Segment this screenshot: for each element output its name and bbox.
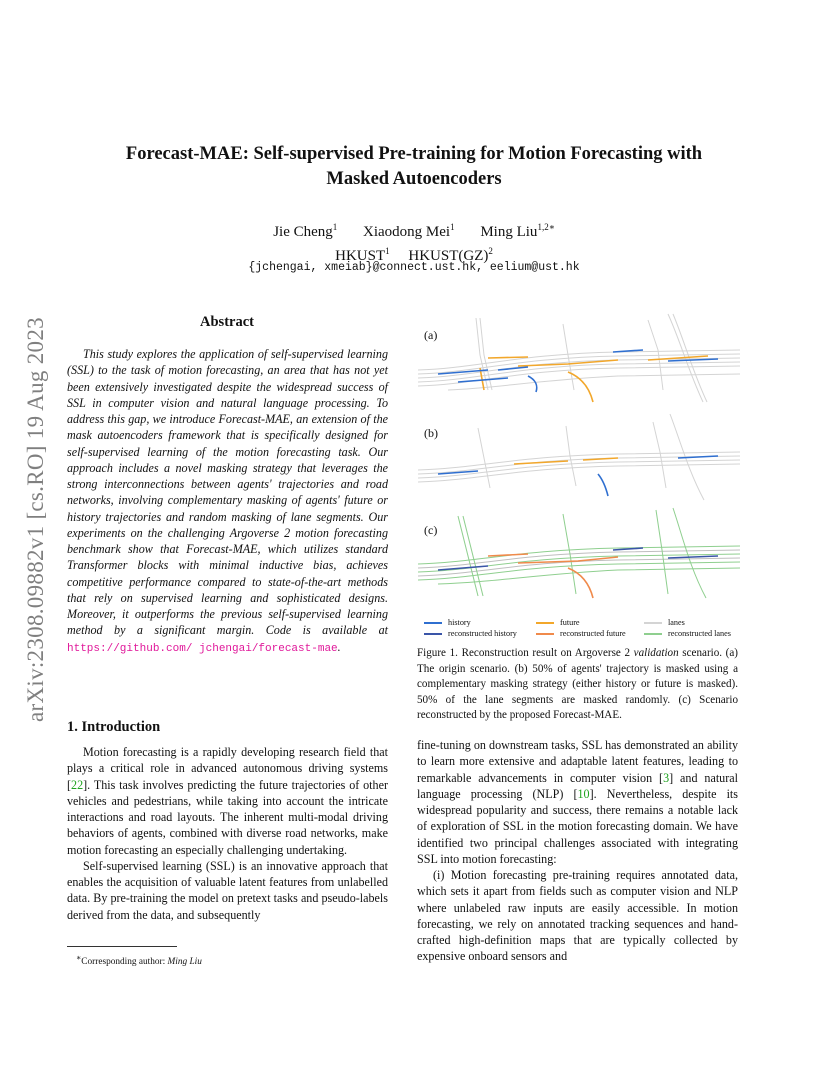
footnote-label: Corresponding author: bbox=[81, 957, 168, 968]
intro-right-column bbox=[417, 737, 738, 965]
figure-caption bbox=[417, 646, 738, 724]
author-sup: 1 bbox=[450, 222, 455, 232]
author-emails: {jchengai, xmeiab}@connect.ust.hk, eelium@ust.hk bbox=[248, 261, 580, 274]
scenario-panel-c bbox=[418, 508, 740, 598]
text-span: validation bbox=[633, 647, 679, 659]
abstract-end: . bbox=[337, 639, 341, 654]
legend-item-lanes bbox=[644, 618, 685, 627]
intro-heading: 1. Introduction bbox=[67, 719, 161, 735]
affiliation: HKUST bbox=[335, 248, 386, 264]
text-span: Motion forecasting is a rapidly developing research field that plays a critical role in advanced autonomous driving systems [ bbox=[67, 745, 388, 792]
footnote-name: Ming Liu bbox=[167, 957, 202, 968]
legend-swatch bbox=[424, 622, 442, 624]
legend-label: reconstructed history bbox=[448, 629, 517, 638]
legend-item-reconstructed-future bbox=[536, 629, 626, 638]
intro-paragraph: Self-supervised learning (SSL) is an innovative approach that enables the acquisition of valuable latent features from unlabelled data. By pre-training the model on pretext tasks and pseudo-labels derived from the data, and subsequently bbox=[67, 858, 388, 922]
citation-link[interactable]: 10 bbox=[577, 786, 590, 801]
scenario-figure bbox=[418, 310, 740, 610]
legend-swatch bbox=[536, 633, 554, 635]
legend-label: history bbox=[448, 618, 471, 627]
legend-label: future bbox=[560, 618, 580, 627]
author-name: Xiaodong Mei bbox=[363, 224, 451, 240]
footnote bbox=[76, 953, 202, 967]
author-names bbox=[60, 218, 768, 242]
scenario-panel-b bbox=[418, 414, 740, 500]
intro-paragraph bbox=[67, 744, 388, 858]
author-sup: 1 bbox=[332, 222, 338, 232]
text-span: ]. Nevertheless, despite its widespread popularity and success, there remains a notable lack of exploration of SSL in the motion forecasting domain. We have identified two principal challenges associated with integrating SSL into motion forecasting: bbox=[417, 786, 738, 866]
panel-label-c: (c) bbox=[424, 523, 438, 537]
legend-item-reconstructed-history bbox=[424, 629, 517, 638]
intro-paragraph bbox=[417, 737, 738, 867]
affiliation: HKUST(GZ) bbox=[408, 248, 489, 264]
title-line-2: Masked Autoencoders bbox=[326, 169, 502, 189]
paper-title bbox=[60, 142, 768, 192]
abstract-text bbox=[67, 346, 388, 657]
abstract-body: This study explores the application of self-supervised learning (SSL) to the task of motion forecasting, an area that has not yet been extensively investigated despite the widespread success of SSL in computer vision and natural language processing. To address this gap, we introduce Forecast-MAE, an extension of the mask autoencoders framework that is specifically designed for self-supervised learning of the motion forecasting task. Our approach includes a novel masking strategy that leverages the strong interconnections between agents' trajectories and road networks, involving complementary masking of agents' future or history trajectories and random masking of lane segments. Our experiments on the challenging Argoverse 2 motion forecasting benchmark show that Forecast-MAE, which utilizes standard Transformer blocks with minimal inductive bias, achieves competitive performance compared to state-of-the-art methods that rely on supervised learning and sophisticated designs. Moreover, it outperforms the previous self-supervised learning method by a significant margin. Code is available at bbox=[67, 347, 388, 638]
legend-swatch bbox=[424, 633, 442, 635]
legend-item-history bbox=[424, 618, 471, 627]
legend-item-reconstructed-lanes bbox=[644, 629, 731, 638]
footnote-mark: ∗ bbox=[76, 953, 82, 962]
code-link[interactable]: https://github.com/ jchengai/forecast-mae bbox=[67, 642, 338, 655]
citation-link[interactable]: 3 bbox=[663, 770, 670, 785]
text-span: fine-tuning on downstream tasks, SSL has demonstrated an ability to learn more extensive and adaptable latent features, leading to remarkable advancements in computer vision [ bbox=[417, 738, 738, 785]
text-span: ]. This task involves predicting the future trajectories of other vehicles and pedestrians, while taking into account the intricate interactions and road layouts. The inherent multi-modal driving behaviors of agents, combined with diverse road networks, make motion forecasting an especially challenging undertaking. bbox=[67, 777, 388, 857]
legend-swatch bbox=[644, 633, 662, 635]
author-sup: 1,2∗ bbox=[537, 222, 555, 232]
text-span: scenario. (a) The origin scenario. (b) 50% of agents' trajectory is masked using a complementary masking strategy (either history or future is masked). 50% of the lane segments are masked randomly. (c) Scenario reconstructed by the proposed Forecast-MAE. bbox=[417, 647, 738, 722]
text-span: Figure 1. Reconstruction result on Argoverse 2 bbox=[417, 647, 634, 659]
abstract-heading: Abstract bbox=[200, 314, 254, 330]
author-block bbox=[60, 218, 768, 266]
citation-link[interactable]: 22 bbox=[71, 777, 84, 792]
panel-label-a: (a) bbox=[424, 328, 438, 342]
legend-label: lanes bbox=[668, 618, 685, 627]
author-name: Ming Liu bbox=[480, 224, 538, 240]
affiliation-sup: 2 bbox=[488, 246, 493, 256]
legend-swatch bbox=[536, 622, 554, 624]
legend-item-future bbox=[536, 618, 580, 627]
legend-swatch bbox=[644, 622, 662, 624]
legend-label: reconstructed future bbox=[560, 629, 626, 638]
panel-label-b: (b) bbox=[424, 426, 438, 440]
title-line-1: Forecast-MAE: Self-supervised Pre-training for Motion Forecasting with bbox=[125, 144, 703, 164]
author-name: Jie Cheng bbox=[273, 224, 333, 240]
footnote-rule bbox=[67, 946, 177, 947]
arxiv-sidebar-id: arXiv:2308.09882v1 [cs.RO] 19 Aug 2023 bbox=[23, 317, 48, 723]
text-span: ] and natural language processing (NLP) [ bbox=[417, 770, 738, 801]
affiliation-sup: 1 bbox=[385, 246, 390, 256]
intro-paragraph: (i) Motion forecasting pre-training requires annotated data, which sets it apart from fields such as computer vision and NLP where unlabeled raw inputs are easily accessible. In motion forecasting, we rely on annotated tracking sequences and hand-crafted high-definition maps that are typically collected by expensive onboard sensors and bbox=[417, 868, 738, 964]
scenario-panel-a bbox=[418, 314, 740, 402]
legend-label: reconstructed lanes bbox=[668, 629, 731, 638]
intro-left-column bbox=[67, 744, 388, 923]
